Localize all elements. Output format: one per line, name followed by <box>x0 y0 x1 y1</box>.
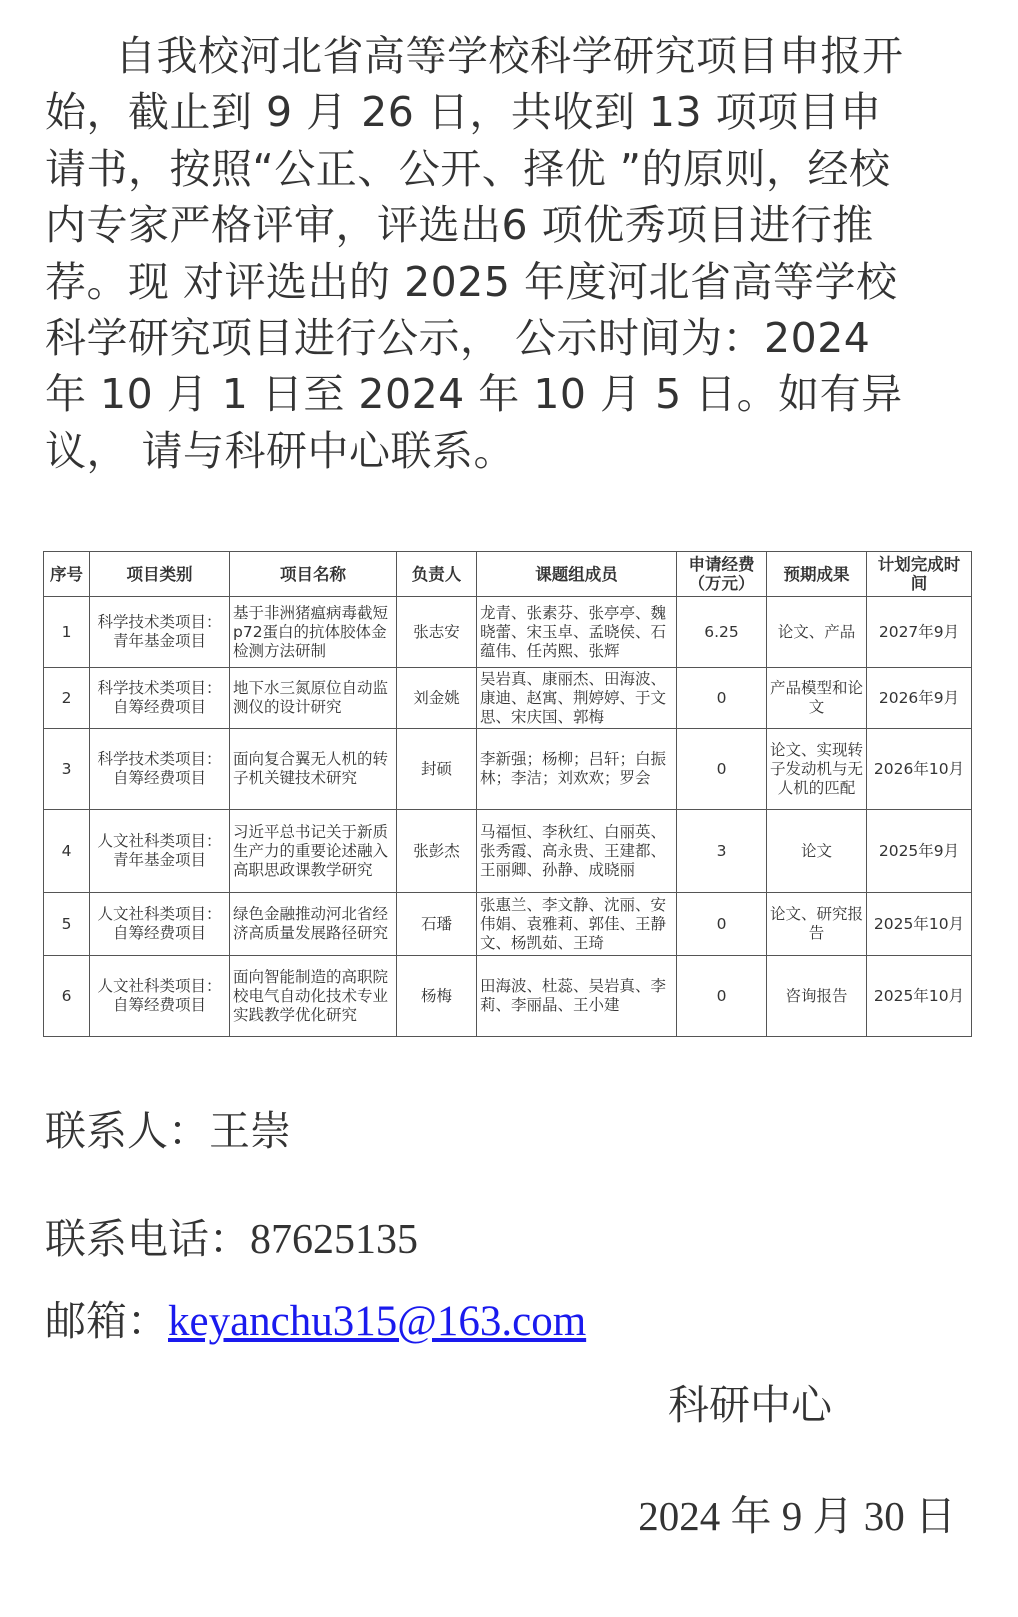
cell-no: 6 <box>44 956 90 1037</box>
cell-outcome: 咨询报告 <box>767 956 867 1037</box>
cell-deadline: 2025年10月 <box>867 893 972 956</box>
header-leader: 负责人 <box>397 552 477 597</box>
cell-members: 龙青、张素芬、张亭亭、魏晓蕾、宋玉卓、孟晓侯、石蕴伟、任芮熙、张辉 <box>477 597 677 668</box>
cell-no: 2 <box>44 668 90 729</box>
cell-members: 马福恒、李秋红、白丽英、张秀霞、高永贵、王建都、王丽卿、孙静、成晓丽 <box>477 810 677 893</box>
header-category: 项目类别 <box>90 552 230 597</box>
table-row <box>44 956 972 1037</box>
cell-name: 地下水三氮原位自动监测仪的设计研究 <box>230 668 397 729</box>
cell-outcome: 论文、产品 <box>767 597 867 668</box>
contact-person-label: 联系人： <box>45 1107 209 1155</box>
contact-phone-label: 联系电话： <box>45 1215 250 1263</box>
cell-funds: 3 <box>677 810 767 893</box>
cell-category: 科学技术类项目：自筹经费项目 <box>90 668 230 729</box>
cell-deadline: 2025年10月 <box>867 956 972 1037</box>
cell-members: 吴岩真、康丽杰、田海波、康迪、赵寓、荆婷婷、于文思、宋庆国、郭梅 <box>477 668 677 729</box>
cell-funds: 0 <box>677 668 767 729</box>
cell-leader: 杨梅 <box>397 956 477 1037</box>
contact-phone <box>45 1214 418 1265</box>
cell-leader: 张彭杰 <box>397 810 477 893</box>
contact-email <box>45 1296 586 1347</box>
cell-members: 张惠兰、李文静、沈丽、安伟娟、袁雅莉、郭佳、王静文、杨凯茹、王琦 <box>477 893 677 956</box>
header-outcome: 预期成果 <box>767 552 867 597</box>
contact-person-name: 王崇 <box>209 1107 291 1155</box>
cell-deadline: 2027年9月 <box>867 597 972 668</box>
table-header-row <box>44 552 972 597</box>
cell-name: 面向智能制造的高职院校电气自动化技术专业实践教学优化研究 <box>230 956 397 1037</box>
notice-paragraph: 自我校河北省高等学校科学研究项目申报开始，截止到 9 月 26 日，共收到 13 项项目申请书，按照“公正、公开、择优 ”的原则，经校内专家严格评审，评选出6 项优秀项目进行推荐。现 对评选出的 2025 年度河北省高等学校科学研究项目进行公示， 公示时间为：2024 年 10 月 1 日至 2024 年 10 月 5 日。如有异议， 请与科研中心联系。 <box>45 32 904 475</box>
cell-funds: 0 <box>677 893 767 956</box>
contact-email-label: 邮箱： <box>45 1297 168 1345</box>
cell-name: 基于非洲猪瘟病毒截短p72蛋白的抗体胶体金检测方法研制 <box>230 597 397 668</box>
table-row <box>44 810 972 893</box>
contact-person <box>45 1106 291 1156</box>
cell-category: 科学技术类项目：自筹经费项目 <box>90 729 230 810</box>
signature-org: 科研中心 <box>668 1381 832 1429</box>
cell-funds: 0 <box>677 729 767 810</box>
cell-deadline: 2026年9月 <box>867 668 972 729</box>
signature-date: 2024 年 9 月 30 日 <box>638 1493 956 1539</box>
cell-outcome: 论文、研究报告 <box>767 893 867 956</box>
cell-funds: 6.25 <box>677 597 767 668</box>
cell-leader: 石璠 <box>397 893 477 956</box>
cell-no: 5 <box>44 893 90 956</box>
cell-leader: 张志安 <box>397 597 477 668</box>
cell-leader: 刘金姚 <box>397 668 477 729</box>
email-link[interactable]: keyanchu315@163.com <box>168 1298 587 1345</box>
cell-name: 面向复合翼无人机的转子机关键技术研究 <box>230 729 397 810</box>
header-no: 序号 <box>44 552 90 597</box>
cell-category: 人文社科类项目：自筹经费项目 <box>90 893 230 956</box>
cell-no: 1 <box>44 597 90 668</box>
cell-no: 4 <box>44 810 90 893</box>
table-row <box>44 597 972 668</box>
cell-outcome: 产品模型和论文 <box>767 668 867 729</box>
project-table <box>43 551 971 1037</box>
cell-members: 李新强；杨柳；吕轩；白振林；李洁；刘欢欢；罗会 <box>477 729 677 810</box>
cell-deadline: 2026年10月 <box>867 729 972 810</box>
table-row <box>44 668 972 729</box>
cell-no: 3 <box>44 729 90 810</box>
table-row <box>44 729 972 810</box>
header-members: 课题组成员 <box>477 552 677 597</box>
cell-outcome: 论文 <box>767 810 867 893</box>
header-deadline: 计划完成时间 <box>867 552 972 597</box>
cell-members: 田海波、杜蕊、吴岩真、李莉、李丽晶、王小建 <box>477 956 677 1037</box>
cell-name: 绿色金融推动河北省经济高质量发展路径研究 <box>230 893 397 956</box>
cell-category: 人文社科类项目：青年基金项目 <box>90 810 230 893</box>
cell-category: 人文社科类项目：自筹经费项目 <box>90 956 230 1037</box>
header-name: 项目名称 <box>230 552 397 597</box>
cell-leader: 封硕 <box>397 729 477 810</box>
cell-category: 科学技术类项目：青年基金项目 <box>90 597 230 668</box>
cell-funds: 0 <box>677 956 767 1037</box>
contact-phone-number: 87625135 <box>250 1217 418 1263</box>
header-funds: 申请经费（万元） <box>677 552 767 597</box>
cell-name: 习近平总书记关于新质生产力的重要论述融入高职思政课教学研究 <box>230 810 397 893</box>
cell-deadline: 2025年9月 <box>867 810 972 893</box>
cell-outcome: 论文、实现转子发动机与无人机的匹配 <box>767 729 867 810</box>
table-row <box>44 893 972 956</box>
